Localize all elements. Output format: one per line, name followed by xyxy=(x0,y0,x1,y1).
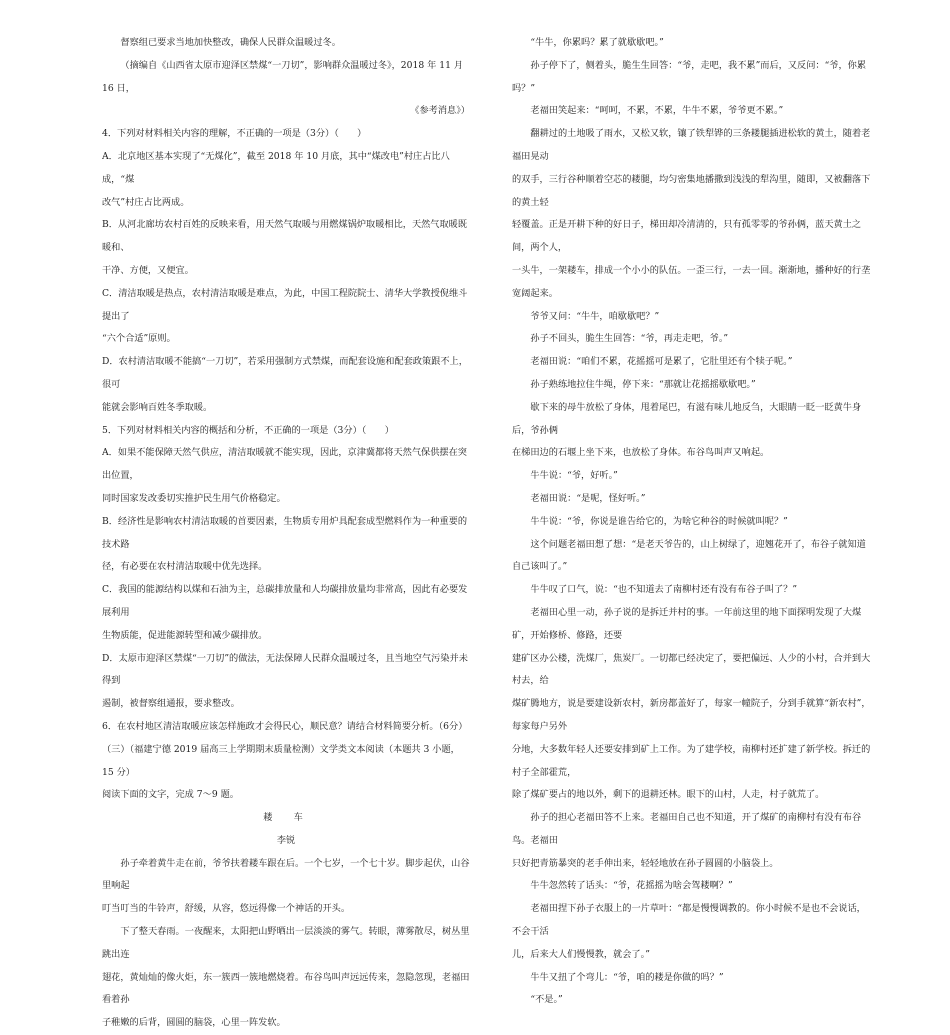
left-text-line: （三）（福建宁德 2019 届高三上学期期末质量检测）文学类文本阅读（本题共 3 小题，15 分） xyxy=(102,743,460,778)
left-text-line: 干净、方便，又便宜。 xyxy=(102,264,194,276)
right-text-line: 老福田笑起来：“呵呵，不累，不累，牛牛不累，爷爷更不累。” xyxy=(530,105,784,117)
right-column xyxy=(512,32,872,1012)
left-text-line: C．清洁取暖是热点，农村清洁取暖是难点，为此，中国工程院院士、清华大学教授倪维斗提出了 xyxy=(102,287,468,322)
right-text-line: 爷爷又问：“牛牛，咱歇歇吧？” xyxy=(530,310,660,322)
left-text-line: C．我国的能源结构以煤和石油为主，总碳排放量和人均碳排放量均非常高，因此有必要发展利用 xyxy=(102,584,468,618)
left-text-line: 督察组已要求当地加快整改，确保人民群众温暖过冬。 xyxy=(120,37,341,48)
right-text-line: 孙子熟练地拉住牛绳，停下来：“那就让花摇摇歇歇吧。” xyxy=(530,378,756,390)
left-text-line: A．如果不能保障天然气供应，清洁取暖就不能实现，因此，京津冀都将天然气保供摆在突出位置， xyxy=(102,447,467,482)
left-text-line: 下了整天春雨。一夜醒来，太阳把山野晒出一层淡淡的雾气。转眼，薄雾散尽，树丛里跳出连 xyxy=(102,926,470,960)
left-text-line: 改气”村庄占比两成。 xyxy=(102,196,190,208)
right-text-line: 建矿区办公楼，洗煤厂，焦炭厂。一切都已经决定了，要把偏远、人少的小村，合并到大村去，给 xyxy=(512,652,871,687)
right-text-line: 歇下来的母牛放松了身体，甩着尾巴，有滋有味儿地反刍，大眼睛一眨一眨黄牛身后，爷孙俩 xyxy=(512,401,862,436)
left-text-line: B．从河北廊坊农村百姓的反映来看，用天然气取暖与用燃煤锅炉取暖相比，天然气取暖既暖和、 xyxy=(102,219,468,254)
left-text-line: A．北京地区基本实现了“无煤化”，截至 2018 年 10 月底，其中“煤改电”村庄占比八成，“煤 xyxy=(102,150,450,185)
right-text-line: 老福田说：“是呢，怪好听。” xyxy=(530,492,646,504)
left-text-line: “六个合适”原则。 xyxy=(102,333,176,345)
right-text-line: 牛牛又扭了个弯儿：“爷，咱的耧是你做的吗？” xyxy=(530,971,724,983)
right-text-line: 孙子不回头，脆生生回答：“爷，再走走吧，爷。” xyxy=(530,333,729,345)
left-text-line: 4．下列对材料相关内容的理解，不正确的一项是（3分）（ ） xyxy=(102,128,367,140)
left-text-line: 《参考消息》） xyxy=(410,105,470,117)
right-text-line: 牛牛说：“爷，你说是谁告给它的，为啥它种谷的时候就叫呢？” xyxy=(530,515,788,527)
left-text-line: B．经济性是影响农村清洁取暖的首要因素，生物质专用炉具配套成型燃料作为一种重要的技术路 xyxy=(102,515,468,550)
right-text-line: 煤矿腾地方，说是要建设新农村，新房都盖好了，每家一幢院子，分到手就算“新农村”，每家每户另外 xyxy=(512,698,871,732)
left-text-line: 能就会影响百姓冬季取暖。 xyxy=(102,401,213,413)
right-text-line: 孙子停下了，侧着头，脆生生回答：“爷，走吧，我不累”而后，又反问：“爷，你累吗？” xyxy=(512,59,867,94)
left-text-line: 李锐 xyxy=(276,834,296,846)
right-text-line: 只好把青筋暴突的老手伸出来，轻轻地放在孙子圆圆的小脑袋上。 xyxy=(512,857,779,869)
right-text-line: 牛牛叹了口气，说：“也不知道去了南柳村还有没有布谷子叫了？” xyxy=(530,584,798,596)
right-text-line: “不是。” xyxy=(530,994,563,1006)
right-text-line: 老福田说：“咱们不累，花摇摇可是累了，它肚里还有个犊子呢。” xyxy=(530,356,793,368)
left-text-line: 子稚嫩的后背，圆圆的脑袋，心里一阵发软。 xyxy=(102,1017,286,1029)
right-text-line: 轻覆盖。正是开耕下种的好日子，梯田却冷清清的，只有孤零零的爷孙俩，蓝天黄土之间，两个人， xyxy=(512,219,862,254)
right-text-line: 在梯田边的石堰上坐下来，也放松了身体。布谷鸟叫声又响起。 xyxy=(512,447,770,459)
right-text-line: 翻耕过的土地吸了雨水，又松又软，镶了铁犁铧的三条耧腿插进松软的黄土，随着老福田晃动 xyxy=(512,128,871,162)
right-text-line: 一头牛，一架耧车，排成一个小小的队伍。一歪三行，一去一回。渐渐地，播种好的行垄宽阔起来。 xyxy=(512,264,871,299)
left-text-line: 耧 车 xyxy=(263,812,309,824)
right-text-line: 老福田心里一动，孙子说的是拆迁并村的事。一年前这里的地下面探明发现了大煤矿，开始修桥、修路，还要 xyxy=(512,606,862,641)
left-text-line: 5．下列对材料相关内容的概括和分析，不正确的一项是（3分）（ ） xyxy=(102,424,394,436)
left-text-line: 生物质能，促进能源转型和减少碳排放。 xyxy=(102,629,268,641)
left-text-line: 阅读下面的文字，完成 7～9 题。 xyxy=(102,789,239,801)
right-text-line: 儿，后来大人们慢慢教，就会了。” xyxy=(512,948,650,960)
left-text-line: 6．在农村地区清洁取暖应该怎样施政才会得民心，顺民意？请结合材料简要分析。（6分） xyxy=(102,720,468,732)
right-text-line: 牛牛忽然转了话头：“爷，花摇摇为啥会驾耧啊？” xyxy=(530,880,733,892)
right-text-line: 自己该叫了。” xyxy=(512,561,568,573)
right-text-line: “牛牛，你累吗？累了就歇歇吧。” xyxy=(530,37,664,48)
right-text-line: 除了煤矿要占的地以外，剩下的退耕还林。眼下的山村，人走，村子就荒了。 xyxy=(512,789,825,801)
left-text-line: 叮当叮当的牛铃声，舒缓，从容，悠远得像一个神话的开头。 xyxy=(102,903,351,915)
left-text-line: D．农村清洁取暖不能搞“一刀切”，若采用强制方式禁煤，而配套设施和配套政策跟不上，很可 xyxy=(102,356,468,390)
right-text-line: 的双手，三行谷种顺着空芯的耧腿，均匀密集地播撒到浅浅的犁沟里，随即，又被翻落下的黄土轻 xyxy=(512,173,871,208)
right-text-line: 老福田捏下孙子衣服上的一片草叶：“都是慢慢调教的。你小时候不是也不会说话，不会干活 xyxy=(512,903,866,938)
left-text-line: 翅花，黄灿灿的像火炬，东一簇西一簇地燃烧着。布谷鸟叫声远远传来，忽隐忽现，老福田看着孙 xyxy=(102,971,470,1006)
left-text-line: D．太原市迎泽区禁煤“一刀切”的做法，无法保障人民群众温暖过冬，且当地空气污染并未得到 xyxy=(102,652,468,687)
left-text-line: （摘编自《山西省太原市迎泽区禁煤“一刀切”，影响群众温暖过冬》，2018 年 11 月 16 日， xyxy=(102,59,464,94)
right-text-line: 这个问题老福田想了想：“是老天爷告的，山上树绿了，迎翘花开了，布谷子就知道 xyxy=(530,538,866,550)
right-text-line: 分地，大多数年轻人还要安排到矿上工作。为了建学校，南柳村还扩建了新学校。拆迁的村子全部霍荒， xyxy=(512,743,871,778)
left-text-line: 径，有必要在农村清洁取暖中优先选择。 xyxy=(102,561,268,573)
left-text-line: 遏制，被督察组通报，要求整改。 xyxy=(102,698,240,710)
right-text-line: 孙子的担心老福田答不上来。老福田自己也不知道，开了煤矿的南柳村有没有布谷鸟。老福田 xyxy=(512,812,862,846)
right-text-line: 牛牛说：“爷，好听。” xyxy=(530,470,618,482)
left-text-line: 同时国家发改委切实推护民生用气价格稳定。 xyxy=(102,492,286,504)
left-column xyxy=(102,32,470,1035)
left-text-line: 孙子牵着黄牛走在前，爷爷扶着耧车跟在后。一个七岁，一个七十岁。脚步起伏，山谷里响起 xyxy=(102,857,470,892)
